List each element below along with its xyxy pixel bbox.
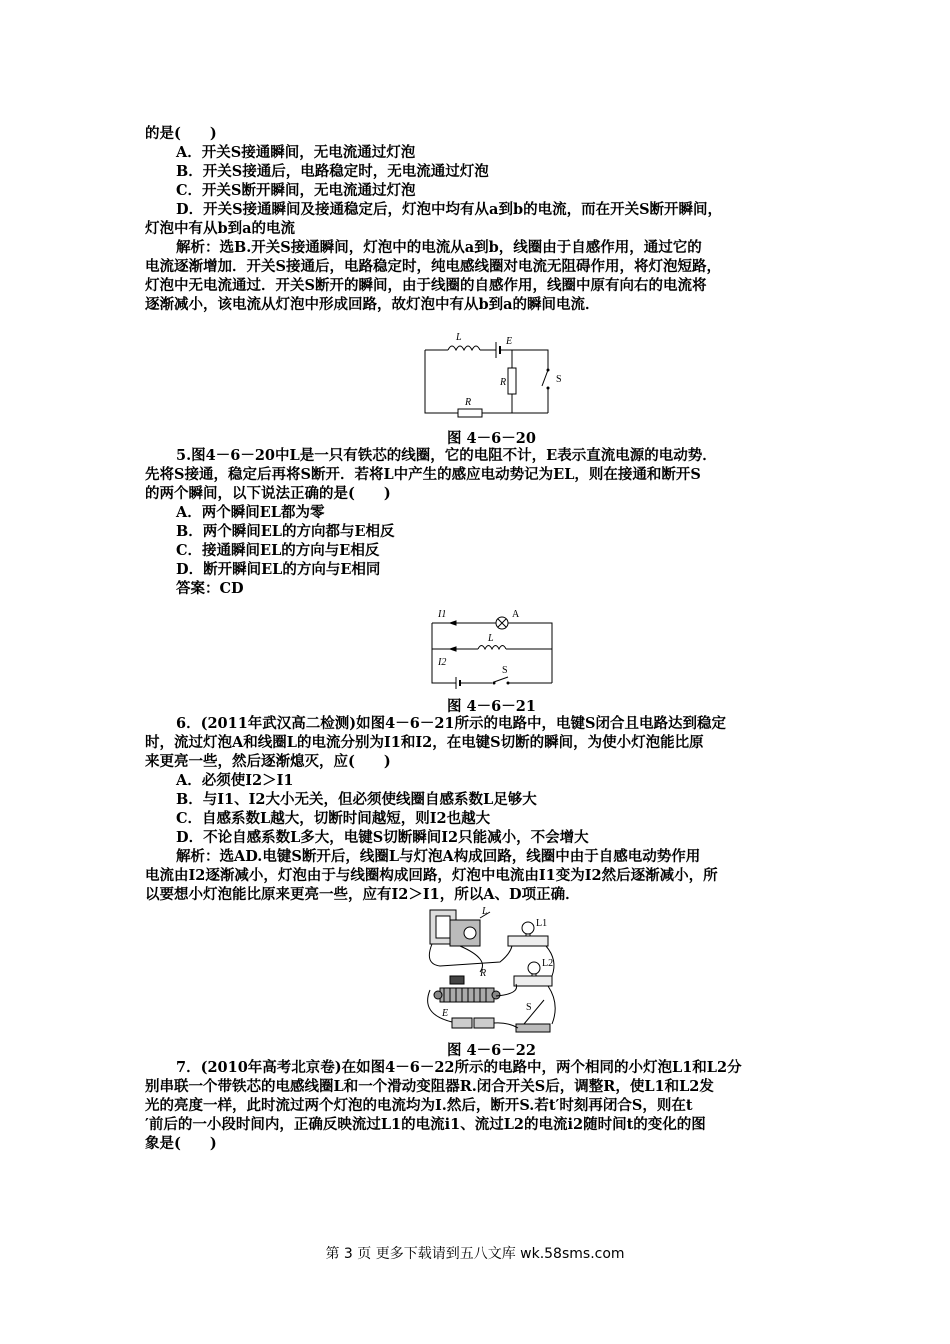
q6-option-d: D．不论自感系数L多大，电键S切断瞬间I2只能减小，不会增大 <box>176 829 589 846</box>
battery-cell-1 <box>452 1018 472 1028</box>
label-L2: L2 <box>542 958 554 969</box>
q4-analysis-line2: 电流逐渐增加．开关S接通后，电路稳定时，纯电感线圈对电流无阻碍作用，将灯泡短路， <box>145 258 721 275</box>
q4-option-b: B．开关S接通后，电路稳定时，无电流通过灯泡 <box>176 163 489 180</box>
resistor-horizontal <box>458 409 482 417</box>
battery-cell-2 <box>474 1018 494 1028</box>
label-I1: I1 <box>438 609 447 620</box>
figure-4-6-22-caption: 图 4－6－22 <box>447 1042 536 1059</box>
q6-option-a: A．必须使I2＞I1 <box>176 772 294 789</box>
q6-stem-line3: 来更亮一些，然后逐渐熄灭，应( ) <box>145 753 391 770</box>
q5-stem-line2: 先将S接通，稳定后再将S断开．若将L中产生的感应电动势记为EL，则在接通和断开S <box>145 466 701 483</box>
q4-stem-tail: 的是( ) <box>145 125 217 142</box>
figure-4-6-20-caption: 图 4－6－20 <box>447 430 536 447</box>
inductor-coil <box>448 346 480 350</box>
q5-option-c: C．接通瞬间EL的方向与E相反 <box>176 542 380 559</box>
label-R: R <box>480 968 487 979</box>
q6-analysis-line2: 电流由I2逐渐减小，灯泡由于与线圈构成回路，灯泡中电流由I1变为I2然后逐渐减小，所 <box>145 867 718 884</box>
q6-option-c: C．自感系数L越大，切断时间越短，则I2也越大 <box>176 810 491 827</box>
switch-base <box>516 1024 550 1032</box>
label-S: S <box>502 665 508 676</box>
q5-option-a: A．两个瞬间EL都为零 <box>176 504 325 521</box>
label-L: L <box>488 633 494 644</box>
label-L: L <box>456 332 462 343</box>
q7-stem-line2: 别串联一个带铁芯的电感线圈L和一个滑动变阻器R.闭合开关S后，调整R，使L1和L2发 <box>145 1078 714 1095</box>
q4-option-a: A．开关S接通瞬间，无电流通过灯泡 <box>176 144 416 161</box>
q6-analysis-line3: 以要想小灯泡能比原来更亮一些，应有I2＞I1，所以A、D项正确． <box>145 886 580 903</box>
lamp-base-L2 <box>514 976 552 986</box>
q7-stem-line5: 象是( ) <box>145 1135 217 1152</box>
lamp-L2 <box>528 962 540 974</box>
q6-stem: 6．(2011年武汉高二检测)如图4－6－21所示的电路中，电键S闭合且电路达到稳定 <box>176 715 726 732</box>
q7-stem-line3: 光的亮度一样，此时流过两个灯泡的电流均为I.然后，断开S.若t′时刻再闭合S，则在t <box>145 1097 693 1114</box>
q4-analysis: 解析：选B.开关S接通瞬间，灯泡中的电流从a到b，线圈由于自感作用，通过它的 <box>176 239 702 256</box>
q6-option-b: B．与I1、I2大小无关，但必须使线圈自感系数L足够大 <box>176 791 537 808</box>
q7-stem: 7．(2010年高考北京卷)在如图4－6－22所示的电路中，两个相同的小灯泡L1和L2分 <box>176 1059 742 1076</box>
resistor-vertical <box>508 368 516 394</box>
lamp-L1 <box>522 922 534 934</box>
q4-option-d-cont: 灯泡中有从b到a的电流 <box>145 220 296 237</box>
label-I2: I2 <box>438 657 447 668</box>
label-L1: L1 <box>536 918 548 929</box>
q5-stem: 5.图4－6－20中L是一只有铁芯的线圈，它的电阻不计，E表示直流电源的电动势． <box>176 447 717 464</box>
inductor-coil <box>478 646 506 650</box>
figure-4-6-20 <box>420 330 560 420</box>
figure-4-6-21-caption: 图 4－6－21 <box>447 698 536 715</box>
label-A: A <box>512 609 520 620</box>
q5-stem-line3: 的两个瞬间，以下说法正确的是( ) <box>145 485 391 502</box>
page-footer: 第 3 页 更多下载请到五八文库 wk.58sms.com <box>325 1246 625 1262</box>
figure-4-6-21 <box>428 605 558 690</box>
label-E: E <box>506 336 513 347</box>
q6-stem-line2: 时，流过灯泡A和线圈L的电流分别为I1和I2，在电键S切断的瞬间，为使小灯泡能比原 <box>145 734 704 751</box>
lamp-base-L1 <box>508 936 548 946</box>
label-S: S <box>526 1002 532 1013</box>
q5-option-b: B．两个瞬间EL的方向都与E相反 <box>176 523 395 540</box>
label-L: L <box>482 906 488 917</box>
q5-answer: 答案：CD <box>176 580 244 597</box>
label-S: S <box>556 374 562 385</box>
q4-analysis-line4: 逐渐减小，该电流从灯泡中形成回路，故灯泡中有从b到a的瞬间电流． <box>145 296 600 313</box>
q6-analysis: 解析：选AD.电键S断开后，线圈L与灯泡A构成回路，线圈中由于自感电动势作用 <box>176 848 701 865</box>
q5-option-d: D．断开瞬间EL的方向与E相同 <box>176 561 381 578</box>
q7-stem-line4: ′前后的一小段时间内，正确反映流过L1的电流i1、流过L2的电流i2随时间t的变化的图 <box>145 1116 706 1133</box>
label-E: E <box>442 1008 449 1019</box>
label-R-horizontal: R <box>465 397 472 408</box>
q4-option-d: D．开关S接通瞬间及接通稳定后，灯泡中均有从a到b的电流，而在开关S断开瞬间， <box>176 201 723 218</box>
label-R-vertical: R <box>500 377 507 388</box>
q4-option-c: C．开关S断开瞬间，无电流通过灯泡 <box>176 182 416 199</box>
figure-4-6-22 <box>420 904 560 1036</box>
q4-analysis-line3: 灯泡中无电流通过．开关S断开的瞬间，由于线圈的自感作用，线圈中原有向右的电流将 <box>145 277 707 294</box>
